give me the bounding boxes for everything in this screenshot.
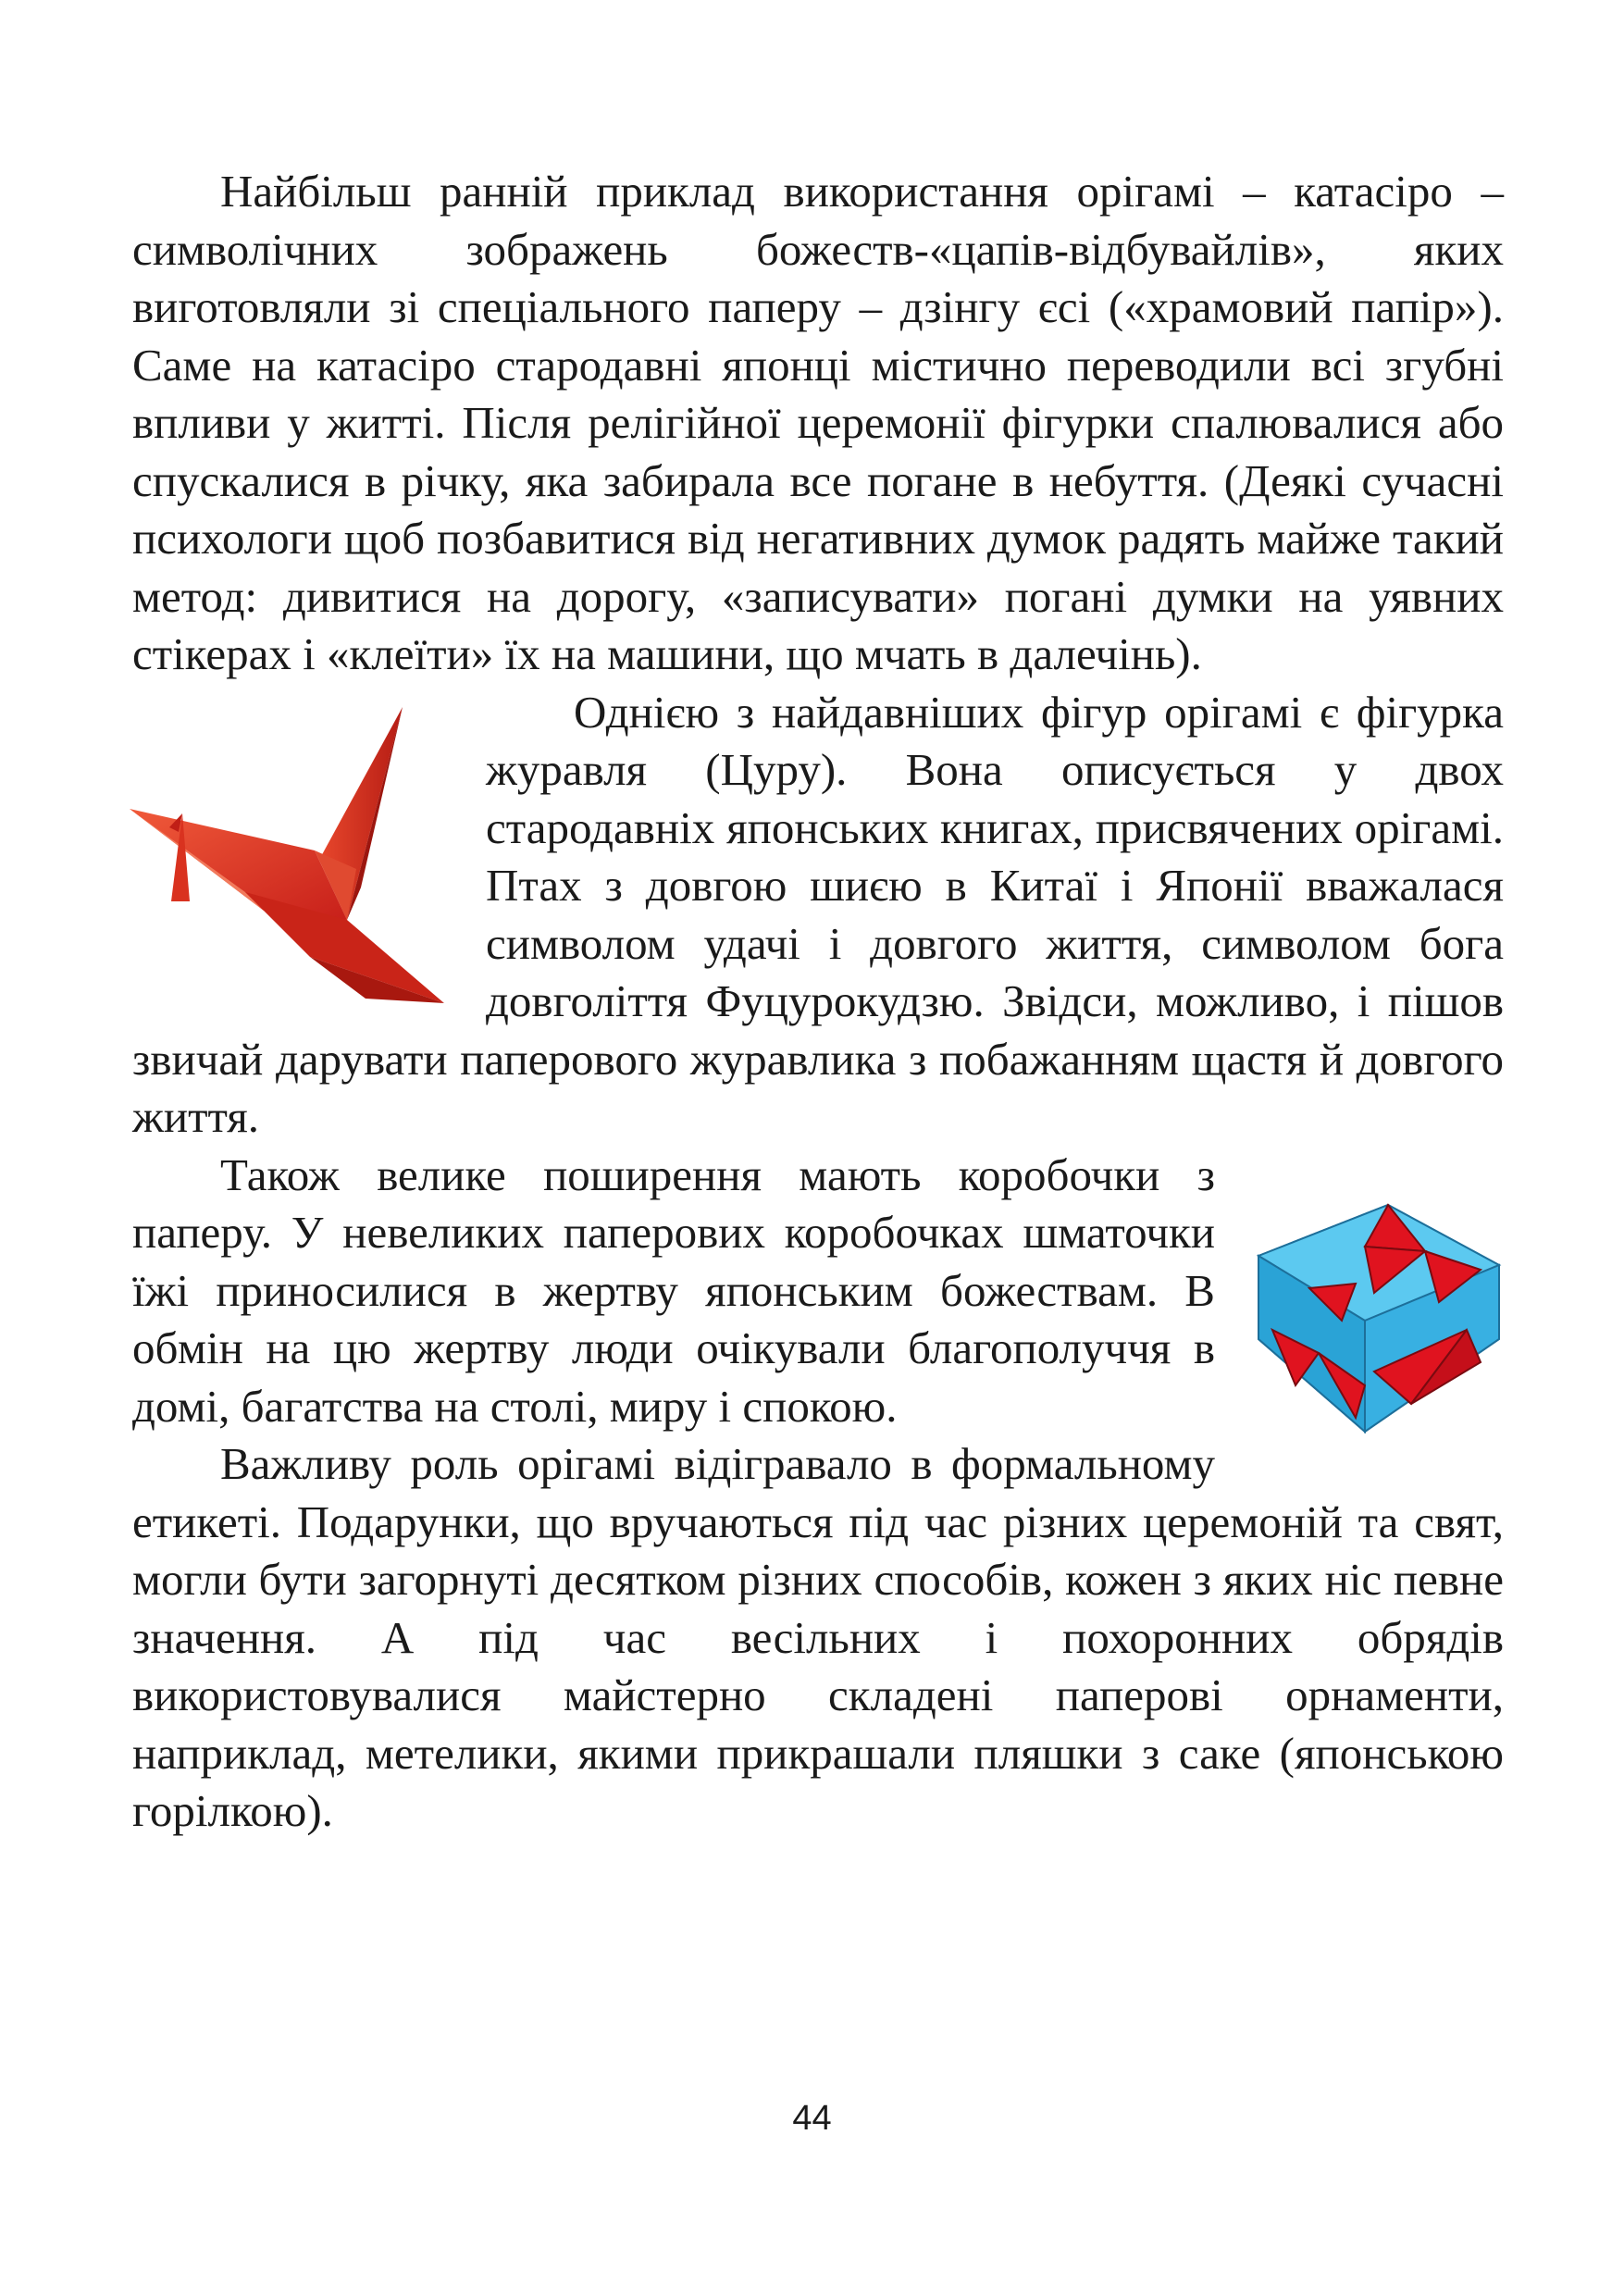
paragraph-crane: Однією з найдавніших фігур орігамі є фігурка журавля (Цуру). Вона описується у двох стародавніх японських книгах, присвячених орігамі. Птах з довгою шиєю в Китаї і Японії вважалася символом удачі і довгого життя, символом бога довголіття Фуцурокудзю. Звідси, можливо, і пішов звичай дарувати паперового журавлика з побажанням щастя й довгого життя. <box>132 686 1504 1142</box>
page-content <box>132 163 1504 1841</box>
origami-crane-icon <box>125 702 467 1022</box>
paragraph-boxes: Також велике поширення мають коробочки з паперу. У невеликих паперових коробочках шматочки їжі приносилися в жертву японським божествам. В обмін на цю жертву люди очікували благополуччя в домі, багатства на столі, миру і спокою. <box>132 1148 1215 1432</box>
box-section <box>132 1147 1504 1436</box>
paragraph-katashiro: Найбільш ранній приклад використання орігамі – катасіро – символічних зображень божеств-«цапів-відбувайлів», яких виготовляли зі спеціального паперу – дзінгу єсі («храмовий папір»). Саме на катасіро стародавні японці містично переводили всі згубні впливи у житті. Після релігійної церемонії фігурки спалювалися або спускалися в річку, яка забирала все погане в небуття. (Деякі сучасні психологи щоб позбавитися від негативних думок радять майже такий метод: дивитися на дорогу, «записувати» погані думки на уявних стікерах і «клеїти» їх на машини, що мчать в далечінь). <box>132 166 1504 679</box>
page-number: 44 <box>792 2099 832 2138</box>
paragraph-etiquette: Важливу роль орігамі відігравало в формальному етикеті. Подарунки, що вручаються під час різних церемоній та свят, могли бути загорнуті десятком різних способів, кожен з яких ніс певне значення. А під час весільних і похоронних обрядів використовувалися майстерно складені паперові орнаменти, наприклад, метелики, якими прикрашали пляшки з саке (японською горілкою). <box>132 1438 1504 1836</box>
crane-section <box>132 684 1504 1147</box>
origami-box-icon <box>1254 1200 1504 1441</box>
